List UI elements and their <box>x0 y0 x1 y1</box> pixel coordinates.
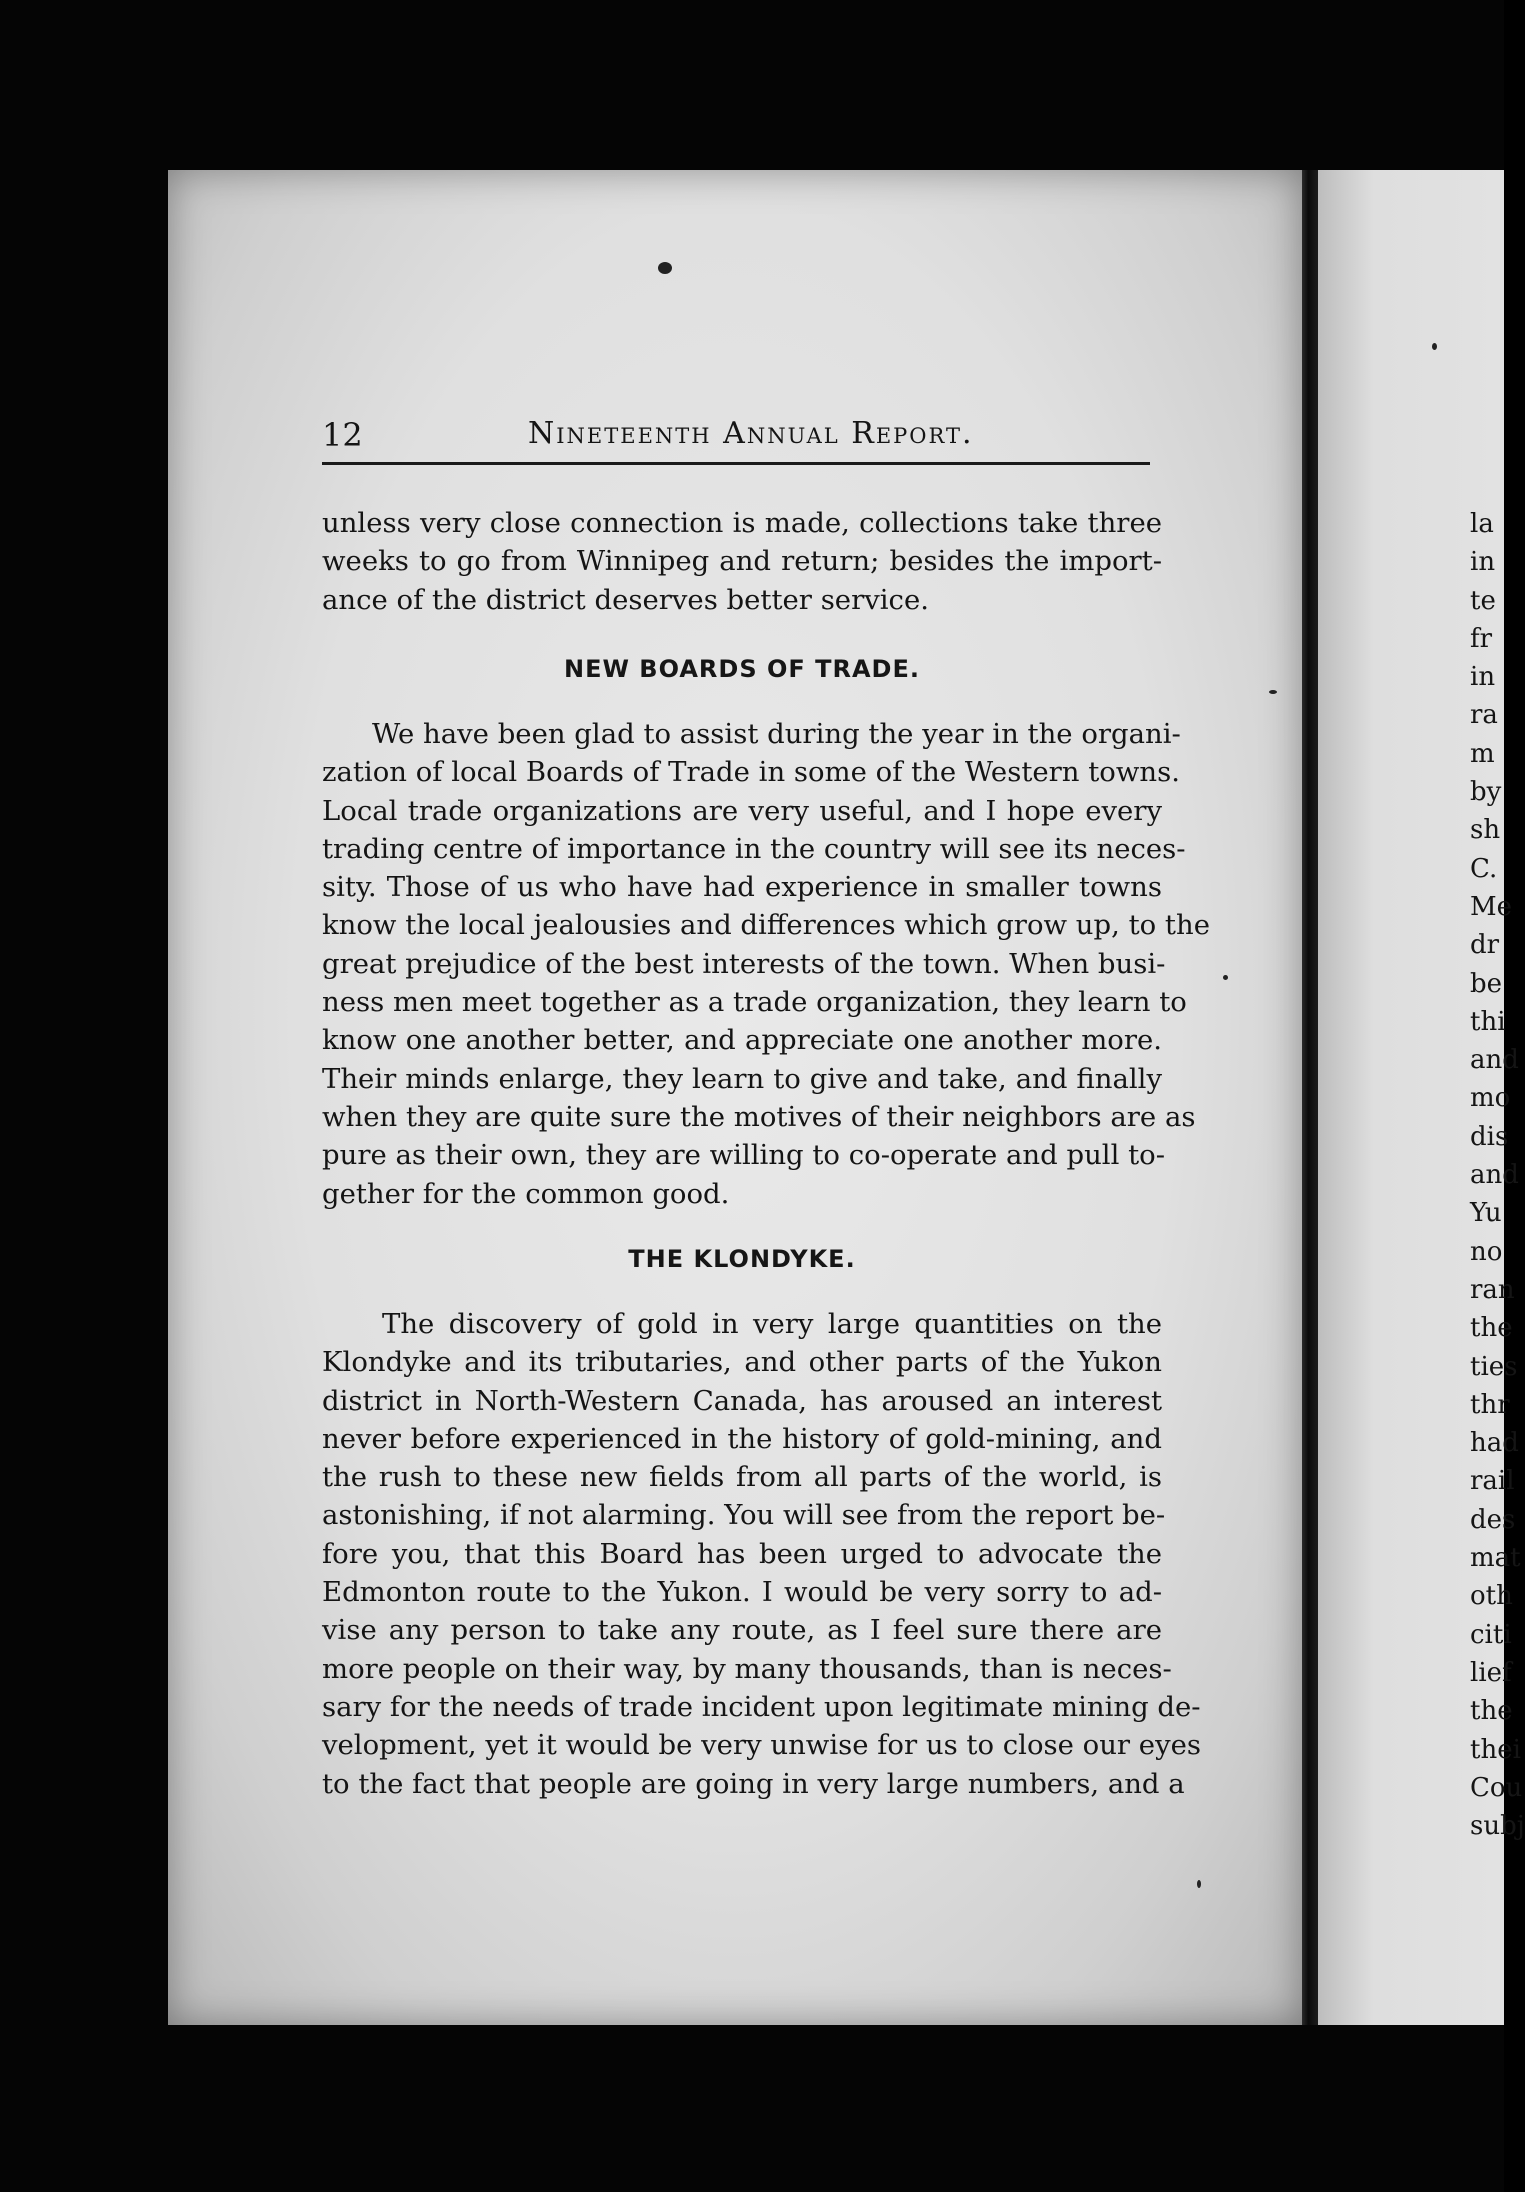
text-line: know one another better, and appreciate one another more. <box>322 1024 1162 1057</box>
text-line: gether for the common good. <box>322 1177 730 1210</box>
facing-page-fragment: ra <box>1470 700 1498 731</box>
text-line: We have been glad to assist during the year in the organi- <box>372 718 1181 750</box>
facing-page-fragment: la <box>1470 509 1494 539</box>
text-line: ness men meet together as a trade organization, they learn to <box>322 986 1187 1019</box>
facing-page-fragment: rail <box>1470 1466 1515 1497</box>
facing-page-fragment: mat <box>1470 1543 1521 1574</box>
facing-page-fragment: the <box>1470 1313 1513 1344</box>
book-gutter <box>1302 170 1318 2025</box>
facing-page-fragment: in <box>1470 547 1496 578</box>
facing-page-fragment: C. <box>1470 853 1498 884</box>
facing-page-fragment: Cou <box>1470 1772 1523 1803</box>
facing-page-fragment: no <box>1470 1236 1503 1267</box>
klondyke-paragraph <box>322 1305 1202 1803</box>
boards-of-trade-paragraph <box>322 715 1210 1213</box>
text-line: trading centre of importance in the country will see its neces- <box>322 832 1186 865</box>
text-line: ance of the district deserves better service. <box>322 583 929 616</box>
facing-page-fragment: be <box>1470 968 1503 999</box>
facing-page-fragment: sh <box>1470 815 1501 846</box>
text-line: great prejudice of the best interests of the town. When busi- <box>322 947 1166 980</box>
facing-page-fragment: dis <box>1470 1121 1509 1152</box>
text-line: sity. Those of us who have had experience in smaller towns <box>322 871 1162 904</box>
section-heading-boards-of-trade: NEW BOARDS OF TRADE. <box>564 655 920 683</box>
page-number: 12 <box>322 416 363 454</box>
ink-speck <box>1269 690 1277 694</box>
facing-page-fragment: oth <box>1470 1581 1513 1612</box>
facing-page-fragment: mo <box>1470 1083 1511 1114</box>
facing-page-text-fragments <box>1470 505 1525 1845</box>
text-line: vise any person to take any route, as I feel sure there are <box>322 1614 1162 1647</box>
text-line: more people on their way, by many thousands, than is neces- <box>322 1652 1172 1685</box>
facing-page-fragment: dr <box>1470 930 1500 961</box>
text-line: zation of local Boards of Trade in some of the Western towns. <box>322 756 1180 789</box>
facing-page-fragment: fr <box>1470 623 1493 654</box>
text-line: never before experienced in the history of gold-mining, and <box>322 1422 1162 1455</box>
facing-page-fragment: Me <box>1470 891 1513 922</box>
facing-page-fragment: thr <box>1470 1389 1510 1420</box>
intro-paragraph <box>322 504 1162 619</box>
facing-page-fragment: the <box>1470 1696 1513 1727</box>
facing-page-fragment: lief <box>1470 1657 1512 1688</box>
ink-speck <box>1223 975 1228 980</box>
header-rule <box>322 462 1150 465</box>
text-line: velopment, yet it would be very unwise for us to close our eyes <box>322 1729 1202 1762</box>
facing-page-fragment: and <box>1470 1160 1519 1191</box>
facing-page-fragment: thei <box>1470 1734 1521 1765</box>
section-heading-klondyke: THE KLONDYKE. <box>628 1245 856 1273</box>
ink-speck <box>1432 343 1437 350</box>
ink-speck <box>1197 1880 1201 1888</box>
running-head <box>322 410 1150 460</box>
text-line: know the local jealousies and differences which grow up, to the <box>322 909 1210 942</box>
facing-page-fragment: des <box>1470 1504 1516 1535</box>
text-line: Local trade organizations are very useful, and I hope every <box>322 794 1162 827</box>
text-line: fore you, that this Board has been urged to advocate the <box>322 1537 1162 1570</box>
text-line: The discovery of gold in very large quantities on the <box>382 1308 1162 1340</box>
text-line: to the fact that people are going in very large numbers, and a <box>322 1767 1185 1800</box>
report-title: Nineteenth Annual Report. <box>528 416 974 451</box>
text-line: unless very close connection is made, collections take three <box>322 507 1162 539</box>
text-line: astonishing, if not alarming. You will see from the report be- <box>322 1499 1166 1532</box>
text-line: pure as their own, they are willing to co-operate and pull to- <box>322 1139 1166 1172</box>
text-line: the rush to these new fields from all parts of the world, is <box>322 1461 1162 1494</box>
facing-page-fragment: and <box>1470 1045 1519 1076</box>
facing-page-fragment: te <box>1470 585 1496 616</box>
facing-page-fragment: m <box>1470 738 1495 769</box>
text-line: Klondyke and its tributaries, and other parts of the Yukon <box>322 1346 1162 1379</box>
text-line: weeks to go from Winnipeg and return; besides the import- <box>322 545 1162 578</box>
ink-speck <box>658 262 672 274</box>
facing-page-fragment: citi <box>1470 1619 1512 1650</box>
facing-page-fragment: by <box>1470 777 1502 808</box>
facing-page-fragment: subj <box>1470 1811 1525 1842</box>
facing-page-fragment: thi <box>1470 1006 1506 1037</box>
text-line: Their minds enlarge, they learn to give and take, and finally <box>322 1062 1162 1095</box>
facing-page-fragment: in <box>1470 662 1496 693</box>
facing-page-fragment: ran <box>1470 1274 1515 1305</box>
text-line: sary for the needs of trade incident upon legitimate mining de- <box>322 1690 1201 1723</box>
text-line: district in North-Western Canada, has aroused an interest <box>322 1384 1162 1417</box>
facing-page-fragment: Yu <box>1470 1198 1502 1229</box>
text-line: Edmonton route to the Yukon. I would be very sorry to ad- <box>322 1576 1162 1609</box>
text-line: when they are quite sure the motives of their neighbors are as <box>322 1100 1196 1133</box>
facing-page-fragment: ties <box>1470 1351 1518 1382</box>
facing-page-fragment: had <box>1470 1428 1519 1459</box>
